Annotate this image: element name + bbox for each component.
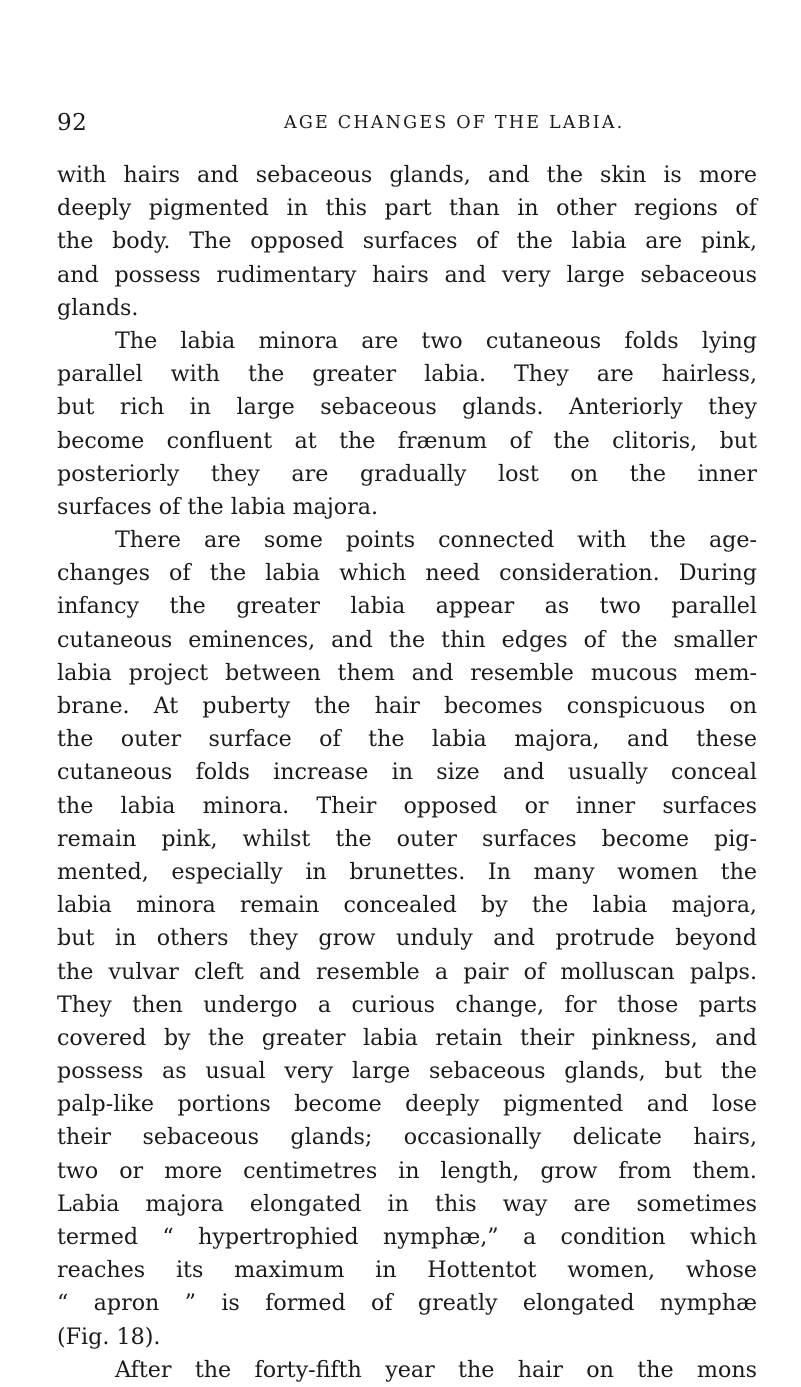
body-text xyxy=(57,159,757,1387)
text-line: with hairs and sebaceous glands, and the skin is more xyxy=(57,162,757,188)
text-line: palp-like portions become deeply pigmented and lose xyxy=(57,1091,757,1118)
text-line: changes of the labia which need consideration. During xyxy=(57,560,757,587)
text-line: parallel with the greater labia. They are hairless, xyxy=(57,361,757,388)
text-line: They then undergo a curious change, for those parts xyxy=(57,991,757,1018)
text-line: become confluent at the frænum of the clitoris, but xyxy=(57,427,757,454)
text-line: mented, especially in brunettes. In many women the xyxy=(57,858,757,885)
text-line: termed “ hypertrophied nymphæ,” a condition which xyxy=(57,1224,757,1250)
text-line: and possess rudimentary hairs and very large sebaceous xyxy=(57,261,757,288)
text-line: the labia minora. Their opposed or inner surfaces xyxy=(57,792,757,819)
text-line: After the forty-fifth year the hair on the mons xyxy=(115,1356,757,1383)
text-line: deeply pigmented in this part than in other regions of xyxy=(57,195,757,222)
text-line: cutaneous folds increase in size and usually conceal xyxy=(57,759,757,786)
text-line: infancy the greater labia appear as two parallel xyxy=(57,593,757,620)
text-line: Labia majora elongated in this way are sometimes xyxy=(57,1190,757,1217)
text-line: There are some points connected with the age- xyxy=(115,527,757,554)
text-line: the outer surface of the labia majora, and these xyxy=(57,726,757,753)
text-line: glands. xyxy=(57,294,139,321)
text-line: but in others they grow unduly and protrude beyond xyxy=(57,925,757,952)
text-line: but rich in large sebaceous glands. Anteriorly they xyxy=(57,394,757,421)
text-line: the vulvar cleft and resemble a pair of molluscan palps. xyxy=(57,958,757,985)
text-line: remain pink, whilst the outer surfaces become pig- xyxy=(57,825,757,852)
text-line: The labia minora are two cutaneous folds lying xyxy=(115,327,757,354)
text-line: cutaneous eminences, and the thin edges of the smaller xyxy=(57,626,757,653)
text-line: possess as usual very large sebaceous glands, but the xyxy=(57,1058,757,1085)
text-line: their sebaceous glands; occasionally delicate hairs, xyxy=(57,1124,757,1151)
text-line: covered by the greater labia retain their pinkness, and xyxy=(57,1024,757,1051)
text-line: labia minora remain concealed by the labia majora, xyxy=(57,892,757,919)
page-header xyxy=(57,110,757,140)
text-line: surfaces of the labia majora. xyxy=(57,493,379,520)
text-line: reaches its maximum in Hottentot women, whose xyxy=(57,1257,757,1284)
text-line: “ apron ” is formed of greatly elongated nymphæ xyxy=(57,1290,757,1317)
running-title: AGE CHANGES OF THE LABIA. xyxy=(284,113,625,133)
text-line: two or more centimetres in length, grow from them. xyxy=(57,1157,757,1184)
text-line: labia project between them and resemble mucous mem- xyxy=(57,659,757,686)
page-number: 92 xyxy=(57,110,88,136)
text-line: posteriorly they are gradually lost on the inner xyxy=(57,460,757,487)
text-line: the body. The opposed surfaces of the labia are pink, xyxy=(57,228,757,255)
text-line: (Fig. 18). xyxy=(57,1323,161,1350)
text-line: brane. At puberty the hair becomes conspicuous on xyxy=(57,693,757,719)
